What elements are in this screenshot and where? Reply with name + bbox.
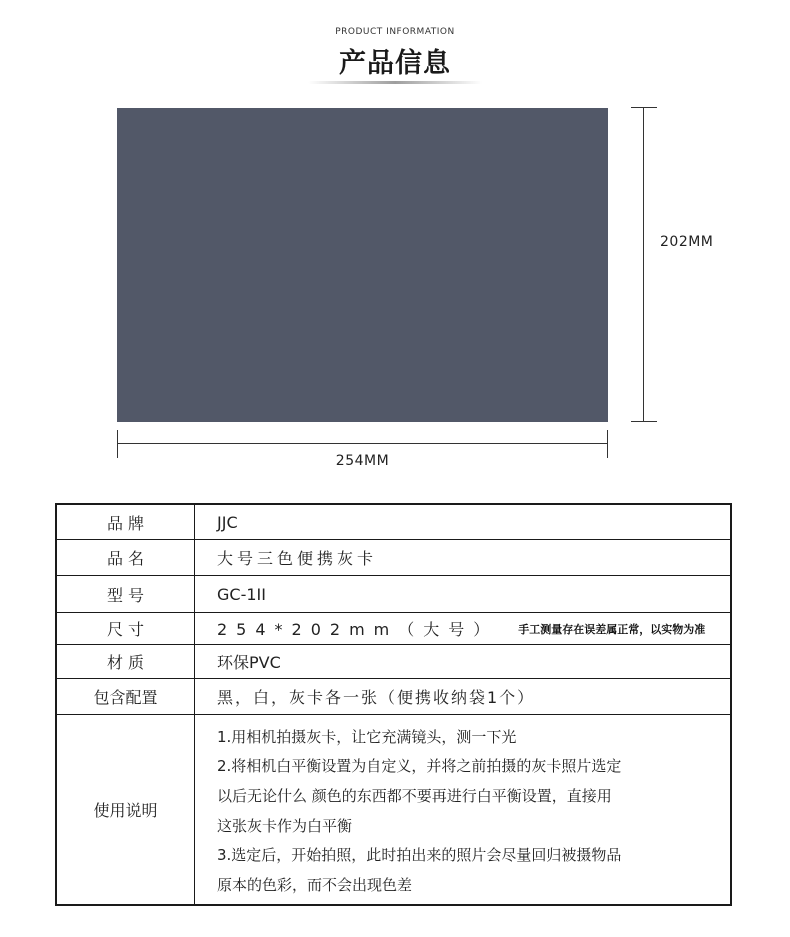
spec-size-note: 手工测量存在误差属正常，以实物为准 — [518, 622, 706, 636]
usage-line: 1.用相机拍摄灰卡，让它充满镜头，测一下光 — [217, 727, 517, 746]
height-dimension-cap-bottom — [631, 421, 657, 422]
usage-line: 2.将相机白平衡设置为自定义，并将之前拍摄的灰卡照片选定 — [217, 757, 622, 776]
height-dimension-cap-top — [631, 107, 657, 108]
width-dimension-label: 254MM — [335, 453, 390, 469]
spec-value-brand: JJC — [217, 512, 238, 532]
spec-value-model: GC-1II — [217, 584, 266, 604]
spec-row-size — [57, 612, 730, 644]
gray-card-image — [117, 108, 608, 422]
spec-label-material: 材 质 — [57, 645, 195, 678]
spec-value-size-cell — [195, 613, 730, 644]
spec-label-name: 品 名 — [57, 540, 195, 575]
usage-line: 这张灰卡作为白平衡 — [217, 816, 353, 835]
spec-label-usage: 使用说明 — [57, 715, 195, 904]
usage-line: 以后无论什么 颜色的东西都不要再进行白平衡设置，直接用 — [217, 786, 612, 805]
usage-line: 3.选定后，开始拍照，此时拍出来的照片会尽量回归被摄物品 — [217, 846, 622, 865]
height-dimension-label: 202MM — [660, 234, 714, 250]
spec-label-brand: 品 牌 — [57, 505, 195, 539]
spec-value-material: 环保PVC — [217, 653, 281, 672]
usage-line: 原本的色彩，而不会出现色差 — [217, 875, 413, 894]
spec-table — [55, 503, 732, 906]
spec-row-package — [57, 678, 730, 714]
section-eyebrow: PRODUCT INFORMATION — [335, 27, 455, 37]
spec-row-name — [57, 539, 730, 575]
spec-label-model: 型 号 — [57, 576, 195, 612]
spec-row-material — [57, 644, 730, 678]
usage-instructions — [195, 715, 621, 904]
spec-row-brand — [57, 505, 730, 539]
spec-label-size: 尺 寸 — [57, 613, 195, 644]
spec-label-package: 包含配置 — [57, 679, 195, 714]
title-underline — [308, 81, 482, 84]
height-dimension-line — [643, 108, 644, 422]
width-dimension-line — [117, 443, 608, 444]
page-title: 产品信息 — [339, 48, 451, 79]
spec-value-package: 黑，白，灰卡各一张（便携收纳袋1个） — [217, 688, 536, 707]
spec-value-name: 大号三色便携灰卡 — [217, 549, 378, 568]
spec-row-model — [57, 575, 730, 612]
spec-row-usage — [57, 714, 730, 904]
spec-value-size: 254*202mm（大号） — [217, 620, 499, 639]
